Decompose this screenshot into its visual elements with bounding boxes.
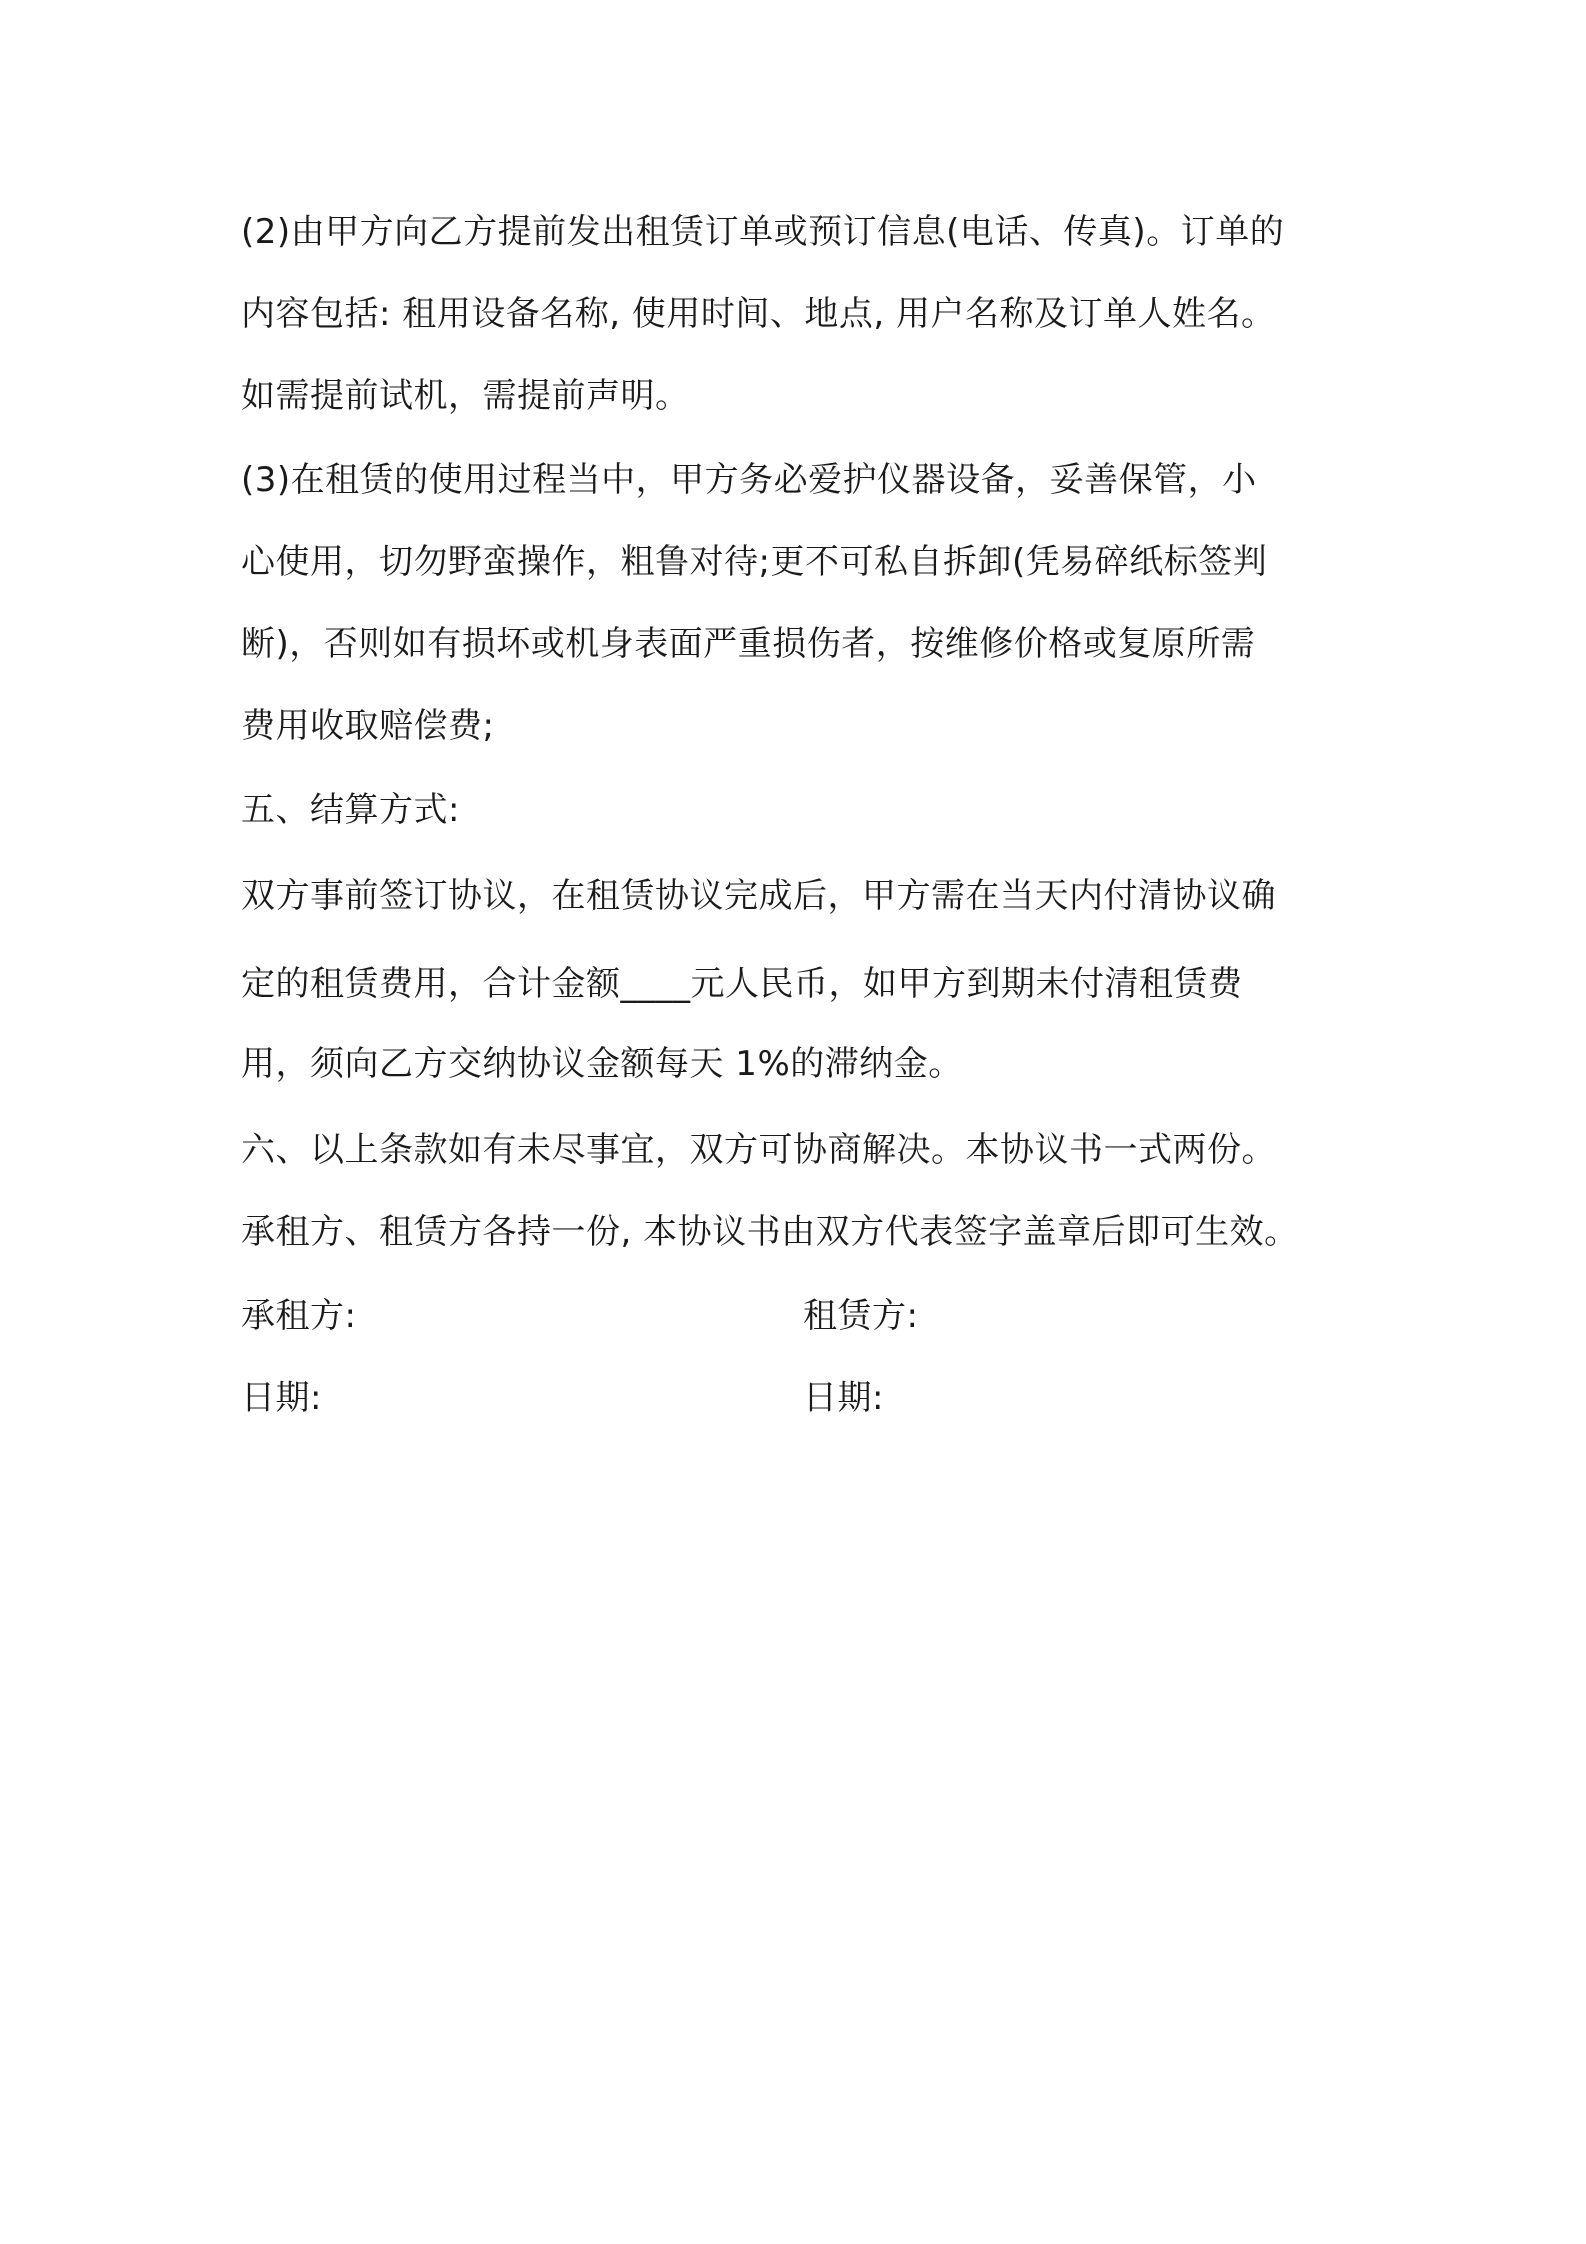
paragraph-line: (3)在租赁的使用过程当中，甲方务必爱护仪器设备，妥善保管，小 [241, 460, 1257, 500]
paragraph-line: 六、以上条款如有未尽事宜，双方可协商解决。本协议书一式两份。 [241, 1130, 1276, 1170]
lessor-date-label: 日期: [803, 1378, 884, 1418]
paragraph-line: 费用收取赔偿费; [241, 706, 495, 746]
paragraph-line: 断)，否则如有损坏或机身表面严重损伤者，按维修价格或复原所需 [241, 624, 1256, 664]
lessor-signature-label: 租赁方: [803, 1296, 919, 1336]
paragraph-line: 用，须向乙方交纳协议金额每天 1%的滞纳金。 [241, 1044, 963, 1084]
paragraph-line: 内容包括: 租用设备名称, 使用时间、地点, 用户名称及订单人姓名。 [241, 294, 1276, 334]
section-heading: 五、结算方式: [241, 790, 460, 830]
paragraph-line: 承租方、租赁方各持一份, 本协议书由双方代表签字盖章后即可生效。 [241, 1212, 1299, 1252]
paragraph-line: 心使用，切勿野蛮操作，粗鲁对待;更不可私自拆卸(凭易碎纸标签判 [241, 542, 1268, 582]
paragraph-line: 如需提前试机，需提前声明。 [241, 376, 690, 416]
paragraph-line: 定的租赁费用，合计金额____元人民币，如甲方到期未付清租赁费 [241, 964, 1243, 1004]
lessee-signature-label: 承租方: [241, 1296, 357, 1336]
paragraph-line: 双方事前签订协议，在租赁协议完成后，甲方需在当天内付清协议确 [241, 876, 1276, 916]
lessee-date-label: 日期: [241, 1378, 322, 1418]
paragraph-line: (2)由甲方向乙方提前发出租赁订单或预订信息(电话、传真)。订单的 [241, 212, 1285, 252]
